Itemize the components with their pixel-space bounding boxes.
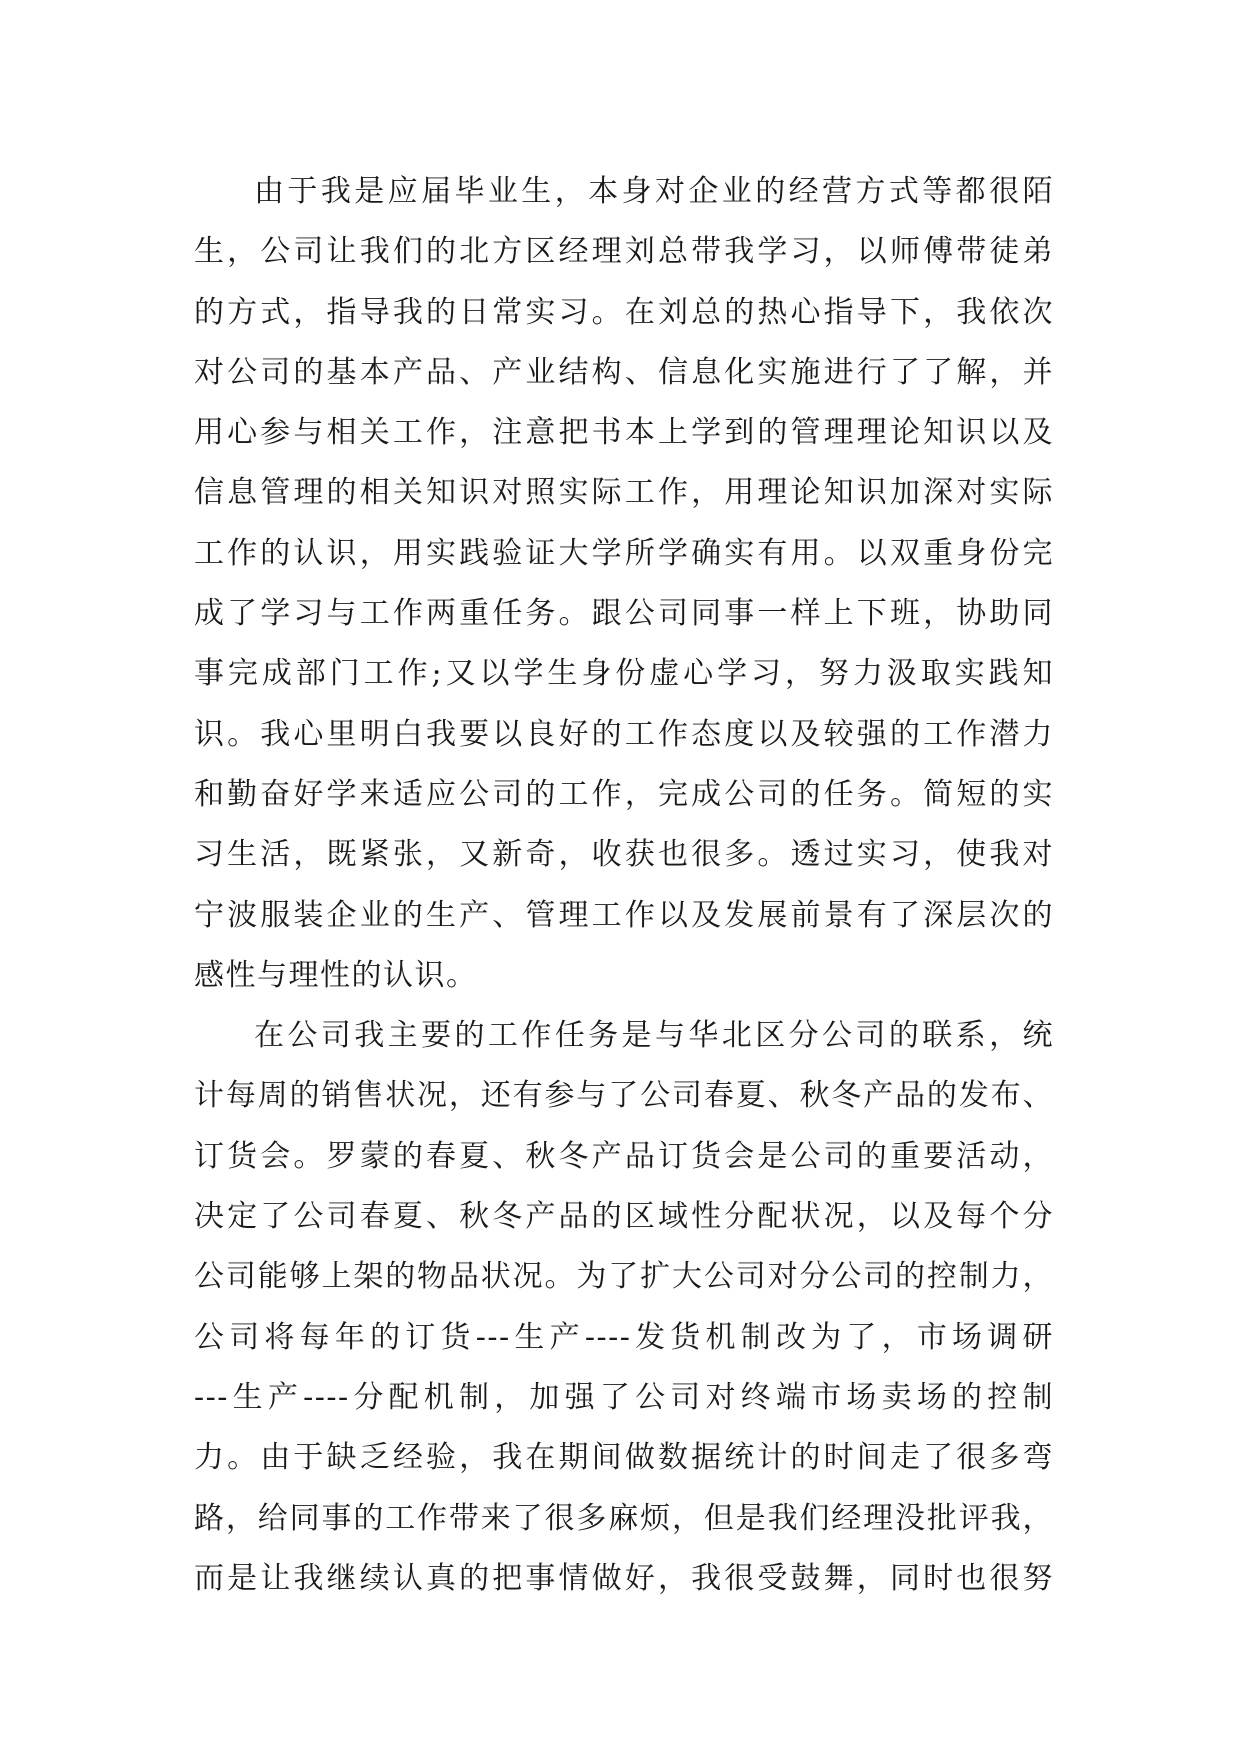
document-body	[194, 162, 1054, 1609]
text-line: 决定了公司春夏、秋冬产品的区域性分配状况，以及每个分	[194, 1199, 1054, 1235]
text-line: 公司将每年的订货---生产----发货机制改为了，市场调研	[194, 1319, 1054, 1355]
text-line: 力。由于缺乏经验，我在期间做数据统计的时间走了很多弯	[194, 1440, 1054, 1476]
text-line: 宁波服装企业的生产、管理工作以及发展前景有了深层次的	[194, 897, 1054, 933]
text-line: 公司能够上架的物品状况。为了扩大公司对分公司的控制力，	[194, 1259, 1054, 1295]
text-line: 在公司我主要的工作任务是与华北区分公司的联系，统	[254, 1018, 1054, 1054]
paragraph-2	[194, 1006, 1054, 1609]
text-line: 而是让我继续认真的把事情做好，我很受鼓舞，同时也很努	[194, 1560, 1054, 1596]
text-line: 习生活，既紧张，又新奇，收获也很多。透过实习，使我对	[194, 837, 1054, 873]
text-line: 成了学习与工作两重任务。跟公司同事一样上下班，协助同	[194, 596, 1054, 632]
text-line: 路，给同事的工作带来了很多麻烦，但是我们经理没批评我，	[194, 1500, 1054, 1536]
text-line: 订货会。罗蒙的春夏、秋冬产品订货会是公司的重要活动，	[194, 1138, 1054, 1174]
text-line: 对公司的基本产品、产业结构、信息化实施进行了了解，并	[194, 354, 1054, 390]
text-line: 信息管理的相关知识对照实际工作，用理论知识加深对实际	[194, 475, 1054, 511]
paragraph-1	[194, 162, 1054, 1006]
text-line: 工作的认识，用实践验证大学所学确实有用。以双重身份完	[194, 535, 1054, 571]
text-line: ---生产----分配机制，加强了公司对终端市场卖场的控制	[194, 1379, 1054, 1415]
text-line: 识。我心里明白我要以良好的工作态度以及较强的工作潜力	[194, 716, 1054, 752]
text-line: 的方式，指导我的日常实习。在刘总的热心指导下，我依次	[194, 294, 1054, 330]
text-line: 计每周的销售状况，还有参与了公司春夏、秋冬产品的发布、	[194, 1078, 1054, 1114]
text-line: 事完成部门工作;又以学生身份虚心学习，努力汲取实践知	[194, 656, 1054, 692]
text-line: 生，公司让我们的北方区经理刘总带我学习，以师傅带徒弟	[194, 234, 1054, 270]
text-line: 由于我是应届毕业生，本身对企业的经营方式等都很陌	[254, 174, 1054, 209]
text-line: 和勤奋好学来适应公司的工作，完成公司的任务。简短的实	[194, 776, 1054, 812]
text-line: 感性与理性的认识。	[194, 957, 478, 993]
text-line: 用心参与相关工作，注意把书本上学到的管理理论知识以及	[194, 415, 1054, 451]
